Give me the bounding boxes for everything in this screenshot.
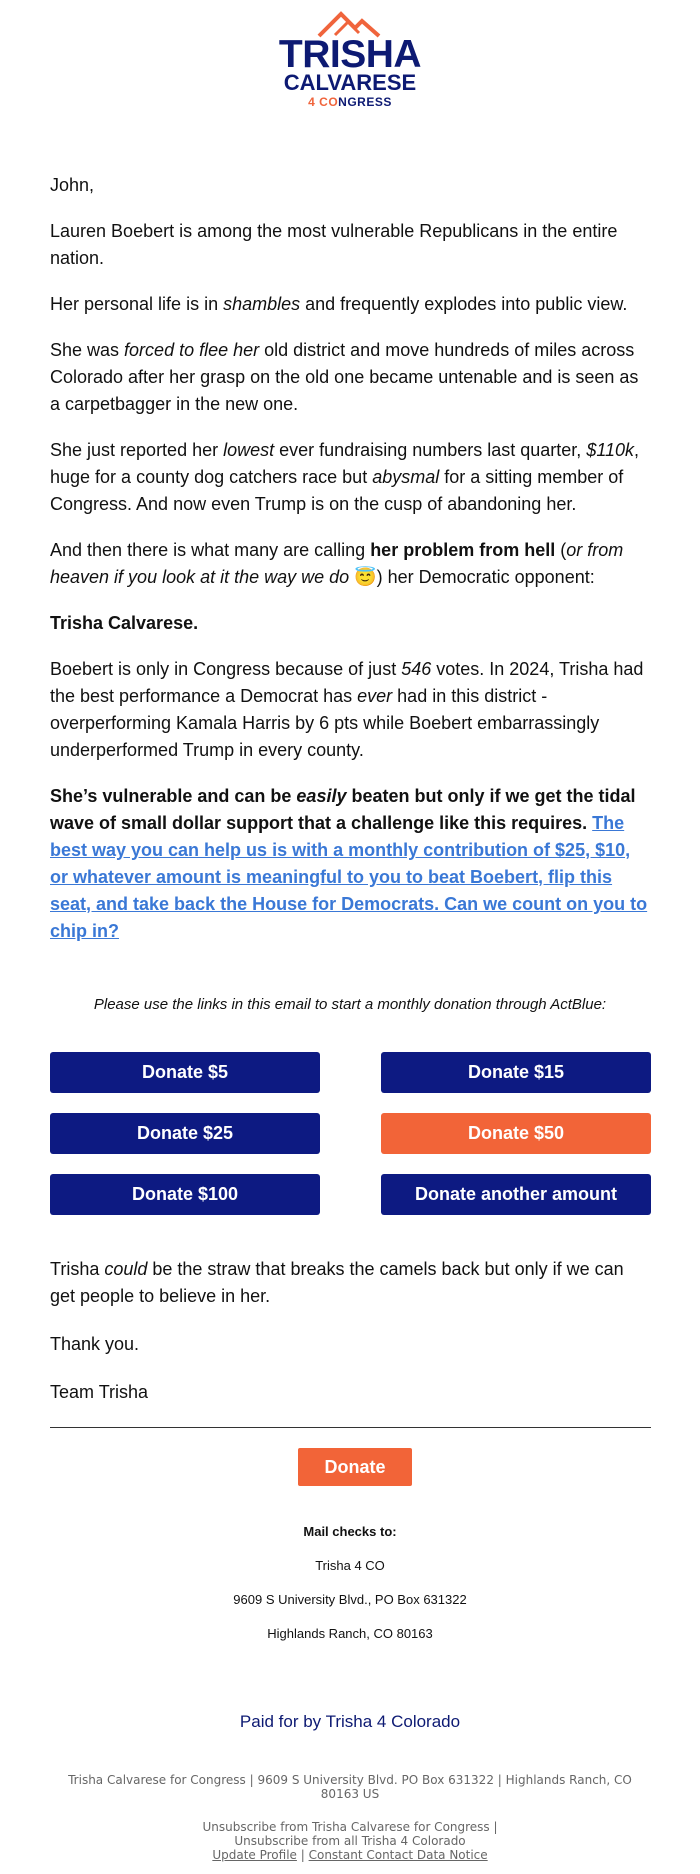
donate-button[interactable]: Donate bbox=[298, 1448, 412, 1486]
paragraph-district: She was forced to flee her old district and move hundreds of miles across Colorado after her grasp on the old one became untenable and is seen as a carpetbagger in the new one. bbox=[50, 340, 639, 414]
mail-street: 9609 S University Blvd., PO Box 631322 bbox=[233, 1592, 467, 1607]
signoff: Team Trisha bbox=[50, 1382, 149, 1402]
paragraph-fundraising: She just reported her lowest ever fundraising numbers last quarter, $110k, huge for a county dog catchers race but abysmal for a sitting member of Congress. And now even Trump is on the cusp of abandoning her. bbox=[50, 440, 640, 514]
logo-name-first: TRISHA bbox=[278, 33, 422, 76]
paragraph-problem-from-hell: And then there is what many are calling her problem from hell (or from heaven if you look at it the way we do 😇) her Democratic opponent: bbox=[50, 540, 624, 587]
donate-25-button[interactable]: Donate $25 bbox=[50, 1113, 320, 1154]
monthly-contribution-link[interactable]: The best way you can help us is with a monthly contribution of $25, $10, or whatever amount is meaningful to you to beat Boebert, flip this seat, and take back the House for Democrats. Can we count on you to chip in? bbox=[50, 813, 648, 941]
salutation: John, bbox=[50, 175, 95, 195]
footer-address: Trisha Calvarese for Congress | 9609 S University Blvd. PO Box 631322 | Highlands Ranch, CO 80163 US bbox=[68, 1773, 632, 1801]
paragraph-straw: Trisha could be the straw that breaks the camels back but only if we can get people to believe in her. bbox=[50, 1259, 624, 1306]
donate-5-button[interactable]: Donate $5 bbox=[50, 1052, 320, 1093]
logo-tag-number: 4 bbox=[308, 95, 316, 109]
thank-you: Thank you. bbox=[50, 1334, 140, 1354]
paragraph-candidate-name: Trisha Calvarese. bbox=[50, 613, 199, 633]
donate-50-button[interactable]: Donate $50 bbox=[381, 1113, 651, 1154]
divider bbox=[50, 1427, 651, 1428]
footer-links: Unsubscribe from Trisha Calvarese for Congress | Unsubscribe from all Trisha 4 Colorado Update Profile | Constant Contact Data Notice bbox=[202, 1820, 498, 1862]
update-profile-link[interactable]: Update Profile bbox=[212, 1848, 297, 1862]
paragraph-vulnerable: Lauren Boebert is among the most vulnerable Republicans in the entire nation. bbox=[50, 221, 618, 268]
mail-city: Highlands Ranch, CO 80163 bbox=[267, 1626, 433, 1641]
logo-name-last: CALVARESE bbox=[283, 70, 417, 95]
unsubscribe-all-link[interactable]: Unsubscribe from all Trisha 4 Colorado bbox=[234, 1834, 466, 1848]
logo-tagline bbox=[0, 94, 700, 110]
paragraph-votes: Boebert is only in Congress because of just 546 votes. In 2024, Trisha had the best performance a Democrat has ever had in this district - overperforming Kamala Harris by 6 pts while Boebert embarrassingly underperformed Trump in every county. bbox=[50, 659, 644, 760]
logo-tag-rest: NGRESS bbox=[338, 95, 392, 109]
angel-emoji-icon: 😇 bbox=[349, 567, 377, 587]
campaign-logo[interactable] bbox=[0, 8, 700, 110]
logo-tag-co: CO bbox=[319, 95, 339, 109]
donate-100-button[interactable]: Donate $100 bbox=[50, 1174, 320, 1215]
donate-other-amount-button[interactable]: Donate another amount bbox=[381, 1174, 651, 1215]
mail-recipient: Trisha 4 CO bbox=[315, 1558, 385, 1573]
closing-section bbox=[50, 1256, 650, 1427]
constant-contact-notice-link[interactable]: Constant Contact Data Notice bbox=[308, 1848, 488, 1862]
actblue-note: Please use the links in this email to start a monthly donation through ActBlue: bbox=[93, 996, 607, 1013]
paid-for-disclaimer: Paid for by Trisha 4 Colorado bbox=[239, 1712, 461, 1731]
unsubscribe-list-link[interactable]: Unsubscribe from Trisha Calvarese for Congress bbox=[202, 1820, 490, 1834]
paragraph-ask: She’s vulnerable and can be easily beaten but only if we get the tidal wave of small dollar support that a challenge like this requires. The best way you can help us is with a monthly contribution of $25, $10, or whatever amount is meaningful to you to beat Boebert, flip this seat, and take back the House for Democrats. Can we count on you to chip in? bbox=[50, 786, 648, 941]
email-body bbox=[50, 172, 650, 964]
mail-checks-heading: Mail checks to: bbox=[303, 1524, 397, 1539]
donate-15-button[interactable]: Donate $15 bbox=[381, 1052, 651, 1093]
paragraph-personal-life: Her personal life is in shambles and frequently explodes into public view. bbox=[50, 294, 628, 314]
